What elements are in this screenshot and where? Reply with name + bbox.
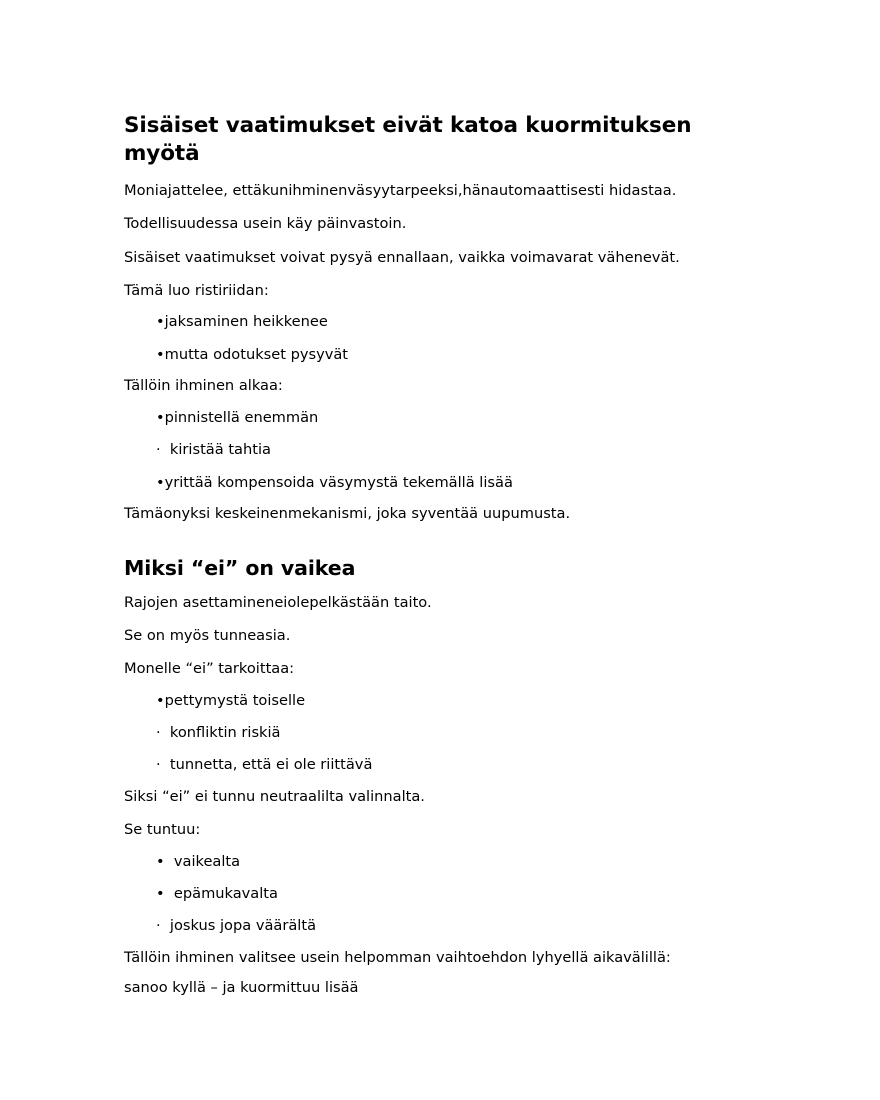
bullet-list-ristiriita <box>124 312 749 365</box>
list-item: • vaikealta <box>156 852 241 870</box>
list-intro-monelle-ei: Monelle “ei” tarkoittaa: <box>124 660 295 678</box>
section-heading-miksi-ei: Miksi “ei” on vaikea <box>124 556 356 580</box>
paragraph-todellisuudessa: Todellisuudessa usein käy päinvastoin. <box>124 215 407 233</box>
paragraph-rajojen-asettaminen: Rajojen asettamineneiolepelkästään taito. <box>124 593 432 611</box>
document-content <box>124 112 749 998</box>
list-item: •pettymystä toiselle <box>156 691 306 709</box>
paragraph-ei-neutraali: Siksi “ei” ei tunnu neutraalilta valinnalta. <box>124 787 425 805</box>
list-intro-ristiriita: Tämä luo ristiriidan: <box>124 281 269 299</box>
list-item: • epämukavalta <box>156 885 278 903</box>
list-item: •pinnistellä enemmän <box>156 409 319 427</box>
section-sisaiset-vaatimukset <box>124 112 749 525</box>
page-title: Sisäiset vaatimukset eivät katoa kuormituksen myötä <box>124 113 692 166</box>
paragraph-keskeinen-mekanismi: Tämäonyksi keskeinenmekanismi, joka syventää uupumusta. <box>124 505 571 523</box>
list-item: · tunnetta, että ei ole riittävä <box>156 756 373 774</box>
closing-block <box>124 948 749 998</box>
list-item: · kiristää tahtia <box>156 441 271 459</box>
list-item: •jaksaminen heikkenee <box>156 313 328 331</box>
section-miksi-ei-on-vaikea <box>124 555 749 998</box>
list-intro-ihminen-alkaa: Tällöin ihminen alkaa: <box>124 377 283 395</box>
paragraph-tunneasia: Se on myös tunneasia. <box>124 626 291 644</box>
bullet-list-ihminen-alkaa <box>124 408 749 493</box>
list-item: · joskus jopa väärältä <box>156 917 317 935</box>
paragraph-sanoo-kylla: sanoo kyllä – ja kuormittuu lisää <box>124 978 359 996</box>
bullet-list-monelle-ei <box>124 691 749 776</box>
list-item: •yrittää kompensoida väsymystä tekemällä lisää <box>156 473 513 491</box>
list-item: · konfliktin riskiä <box>156 724 281 742</box>
paragraph-helpompi-vaihtoehto: Tällöin ihminen valitsee usein helpomman vaihtoehdon lyhyellä aikavälillä: <box>124 949 671 967</box>
list-item: •mutta odotukset pysyvät <box>156 345 349 363</box>
list-intro-se-tuntuu: Se tuntuu: <box>124 821 201 839</box>
paragraph-moni-ajattelee: Moniajattelee, ettäkunihminenväsyytarpeeksi,hänautomaattisesti hidastaa. <box>124 181 677 199</box>
bullet-list-se-tuntuu <box>124 852 749 937</box>
paragraph-sisaiset-vaatimukset: Sisäiset vaatimukset voivat pysyä ennallaan, vaikka voimavarat vähenevät. <box>124 248 680 266</box>
